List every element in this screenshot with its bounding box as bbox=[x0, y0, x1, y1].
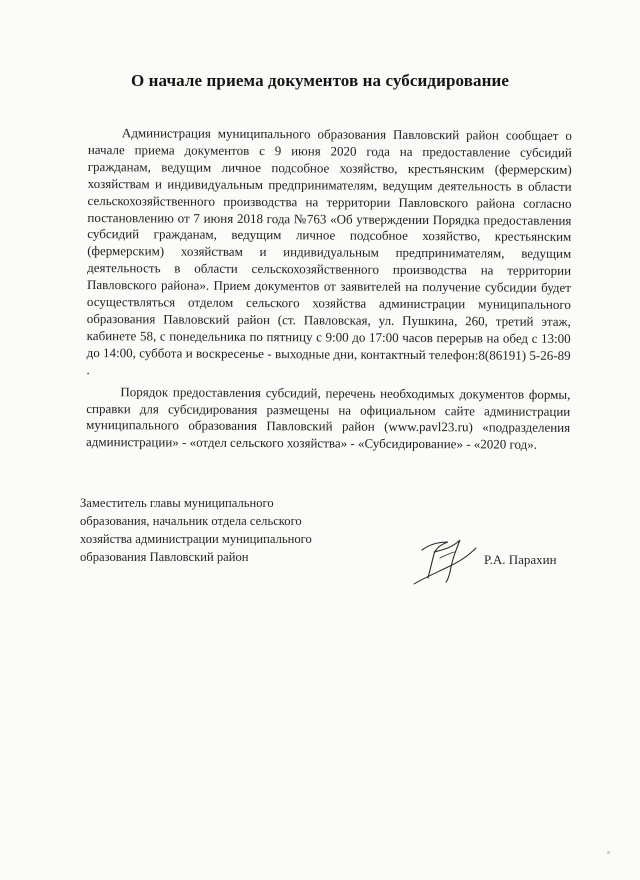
handwritten-signature bbox=[408, 528, 480, 588]
signatory-position bbox=[80, 494, 380, 566]
document-body bbox=[86, 125, 572, 454]
position-line: Заместитель главы муниципального bbox=[80, 496, 274, 510]
position-line: образования Павловский район bbox=[80, 550, 249, 564]
document-title: О начале приема документов на субсидирование bbox=[130, 71, 510, 90]
scan-artifact bbox=[607, 851, 610, 854]
signer-name: Р.А. Парахин bbox=[484, 552, 557, 567]
position-line: образования, начальник отдела сельского bbox=[80, 514, 302, 528]
paragraph-announcement: Администрация муниципального образования Павловский район сообщает о начале приема документов с 9 июня 2020 года на предоставление субсидий гражданам, ведущим личное подсобное хозяйство, крестьянским (фермерским) хозяйствам и индивидуальным предпринимателям, ведущим деятельность в области сельскохозяйственного производства на территории Павловского района согласно постановлению от 7 июня 2018 года №763 «Об утверждении Порядка предоставления субсидий гражданам, ведущим личное подсобное хозяйство, крестьянским (фермерским) хозяйствам и индивидуальным предпринимателям, ведущим деятельность в области сельскохозяйственного производства на территории Павловского района». Прием документов от заявителей на получение субсидии будет осуществляться отделом сельского хозяйства администрации муниципального образования Павловский район (ст. Павловская, ул. Пушкина, 260, третий этаж, кабинете 58, с понедельника по пятницу с 9:00 до 17:00 часов перерыв на обед с 13:00 до 14:00, суббота и воскресенье - выходные дни, контактный телефон:8(86191) 5-26-89 . bbox=[86, 125, 572, 377]
paragraph-procedure-info: Порядок предоставления субсидий, перечень необходимых документов формы, справки для субсидирования размещены на официальном сайте администрации муниципального образования Павловский район (www.pavl23.ru) «подразделения администрации» - «отдел сельского хозяйства» - «Субсидирование» - «2020 год». bbox=[86, 383, 571, 453]
position-line: хозяйства администрации муниципального bbox=[80, 532, 312, 546]
